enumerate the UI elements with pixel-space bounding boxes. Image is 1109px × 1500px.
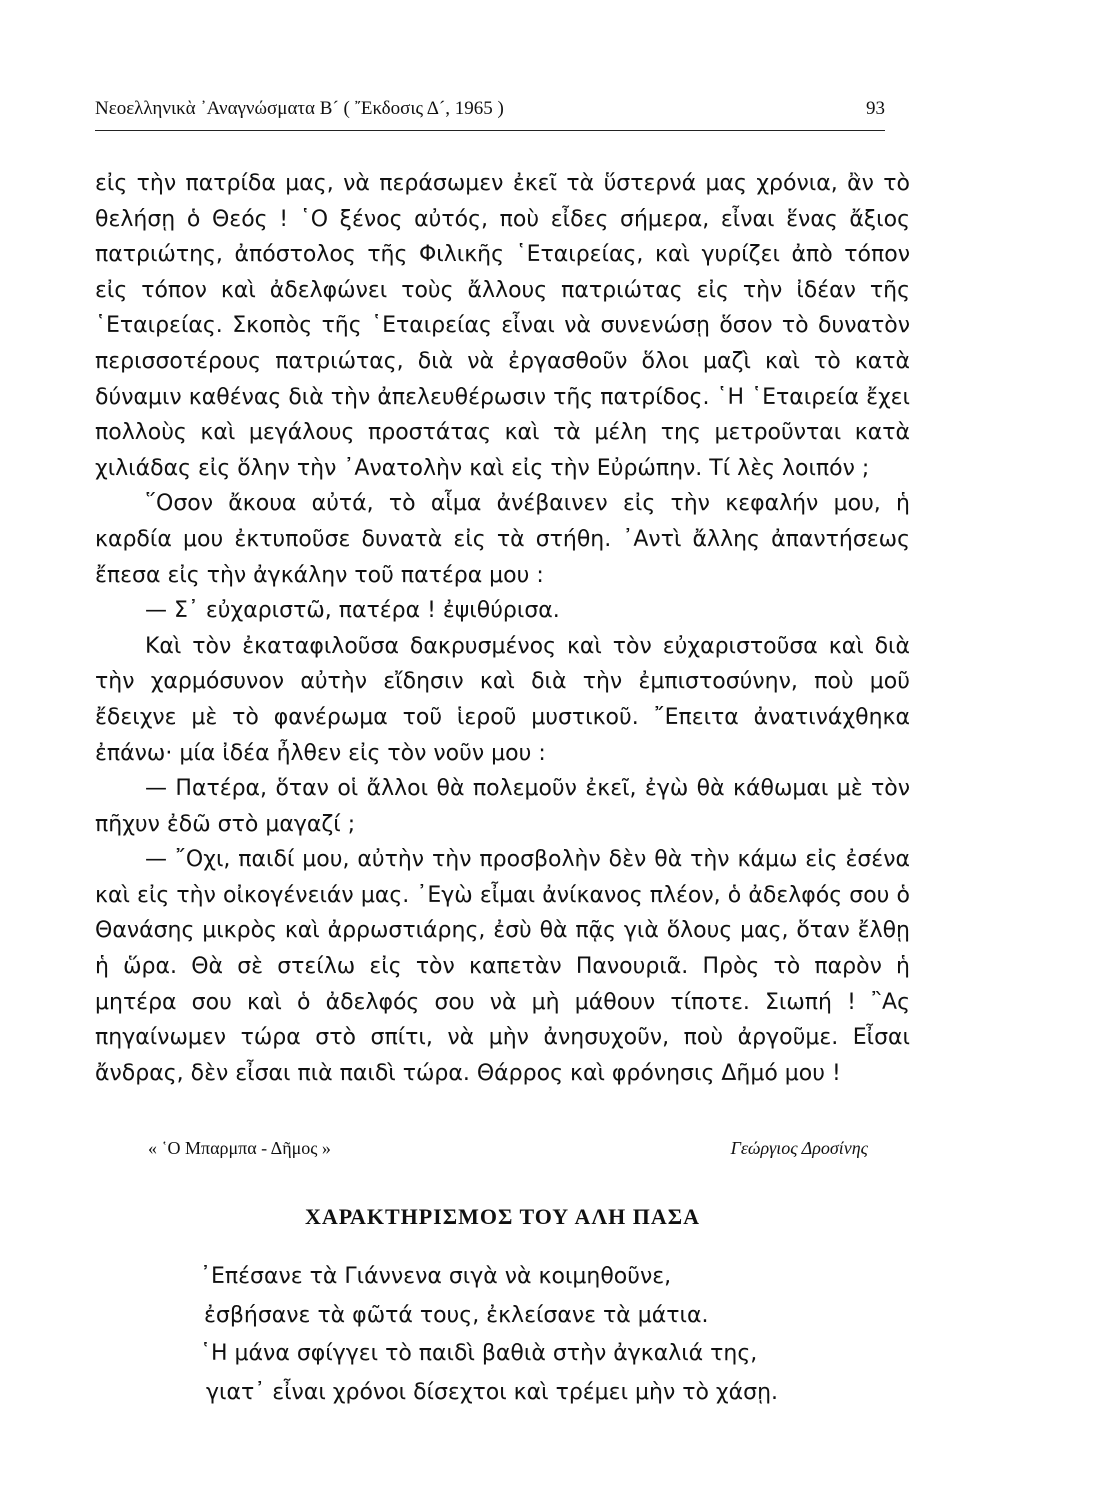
poem-title: ΧΑΡΑΚΤΗΡΙΣΜΟΣ ΤΟΥ ΑΛΗ ΠΑΣΑ [304, 1204, 701, 1229]
paragraph: ῞Οσον ἄκουα αὐτά, τὸ αἷμα ἀνέβαινεν εἰς τὴν κεφαλήν μου, ἡ καρδία μου ἐκτυποῦσε δυνατὰ εἰς τὰ στήθη. ᾿Αντὶ ἄλλης ἀπαντήσεως ἔπεσα εἰς τὴν ἀγκάλην τοῦ πατέρα μου : [95, 491, 910, 588]
dialogue-line: — ῎Οχι, παιδί μου, αὐτὴν τὴν προσβολὴν δὲν θὰ τὴν κάμω εἰς ἐσένα καὶ εἰς τὴν οἰκογένειάν μας. ᾿Εγὼ εἶμαι ἀνίκανος πλέον, ὁ ἀδελφός σου ὁ Θανάσης μικρὸς καὶ ἀρρωστιάρης, ἐσὺ θὰ πᾷς γιὰ ὅλους μας, ὅταν ἔλθῃ ἡ ὥρα. Θὰ σὲ στείλω εἰς τὸν καπετὰν Πανουριᾶ. Πρὸς τὸ παρὸν ἡ μητέρα σου καὶ ὁ ἀδελφός σου νὰ μὴ μάθουν τίποτε. Σιωπή ! ῍Ας πηγαίνωμεν τώρα στὸ σπίτι, νὰ μὴν ἀνησυχοῦν, ποὺ ἀργοῦμε. Εἶσαι ἄνδρας, δὲν εἶσαι πιὰ παιδὶ τώρα. Θάρρος καὶ φρόνησις Δῆμό μου ! [95, 847, 910, 1086]
paragraph: εἰς τὴν πατρίδα μας, νὰ περάσωμεν ἐκεῖ τὰ ὕστερνά μας χρόνια, ἂν τὸ θελήσῃ ὁ Θεός ! ῾Ο ξένος αὐτός, ποὺ εἶδες σήμερα, εἶναι ἕνας ἄξιος πατριώτης, ἀπόστολος τῆς Φιλικῆς ῾Εταιρείας, καὶ γυρίζει ἀπὸ τόπον εἰς τόπον καὶ ἀδελφώνει τοὺς ἄλλους πατριώτας εἰς τὴν ἰδέαν τῆς ῾Εταιρείας. Σκοπὸς τῆς ῾Εταιρείας εἶναι νὰ συνενώσῃ ὅσον τὸ δυνατὸν περισσοτέρους πατριώτας, διὰ νὰ ἐργασθοῦν ὅλοι μαζὶ καὶ τὸ κατὰ δύναμιν καθένας διὰ τὴν ἀπελευθέρωσιν τῆς πατρίδος. ῾Η ῾Εταιρεία ἔχει πολλοὺς καὶ μεγάλους προστάτας καὶ τὰ μέλη της μετροῦνται κατὰ χιλιάδας εἰς ὅλην τὴν ᾿Ανατολὴν καὶ εἰς τὴν Εὐρώπην. Τί λὲς λοιπόν ; [95, 171, 910, 481]
poem-line: γιατ᾿ εἶναι χρόνοι δίσεχτοι καὶ τρέμει μὴν τὸ χάσῃ. [206, 1379, 779, 1405]
citation-source: « ῾Ο Μπαρμπα - Δῆμος » [148, 1138, 331, 1158]
citation-author: Γεώργιος Δροσίνης [730, 1138, 868, 1158]
citation [148, 1138, 868, 1159]
poem-line: ἐσβήσανε τὰ φῶτά τους, ἐκλείσανε τὰ μάτια. [204, 1302, 709, 1328]
dialogue-line: — Πατέρα, ὅταν οἱ ἄλλοι θὰ πολεμοῦν ἐκεῖ, ἐγὼ θὰ κάθωμαι μὲ τὸν πῆχυν ἐδῶ στὸ μαγαζί ; [95, 776, 910, 837]
paragraph: Καὶ τὸν ἐκαταφιλοῦσα δακρυσμένος καὶ τὸν εὐχαριστοῦσα καὶ διὰ τὴν χαρμόσυνον αὐτὴν εἴδησιν καὶ διὰ τὴν ἐμπιστοσύνην, ποὺ μοῦ ἔδειχνε μὲ τὸ φανέρωμα τοῦ ἱεροῦ μυστικοῦ. ῎Επειτα ἀνατινάχθηκα ἐπάνω· μία ἰδέα ἦλθεν εἰς τὸν νοῦν μου : [95, 633, 910, 766]
poem-body [200, 1258, 900, 1412]
prose-body [95, 166, 910, 1091]
book-title: Νεοελληνικὰ ᾿Αναγνώσματα Β´ ( ῎Εκδοσις Δ´, 1965 ) [95, 98, 504, 119]
header-divider [95, 130, 885, 131]
dialogue-line: — Σ᾿ εὐχαριστῶ, πατέρα ! ἐψιθύρισα. [145, 598, 560, 624]
poem-line: ᾿Επέσανε τὰ Γιάννενα σιγὰ νὰ κοιμηθοῦνε, [200, 1264, 672, 1289]
running-header [95, 98, 885, 120]
poem-line: ῾Η μάνα σφίγγει τὸ παιδὶ βαθιὰ στὴν ἀγκαλιά της, [200, 1341, 758, 1366]
page-number: 93 [866, 98, 885, 119]
